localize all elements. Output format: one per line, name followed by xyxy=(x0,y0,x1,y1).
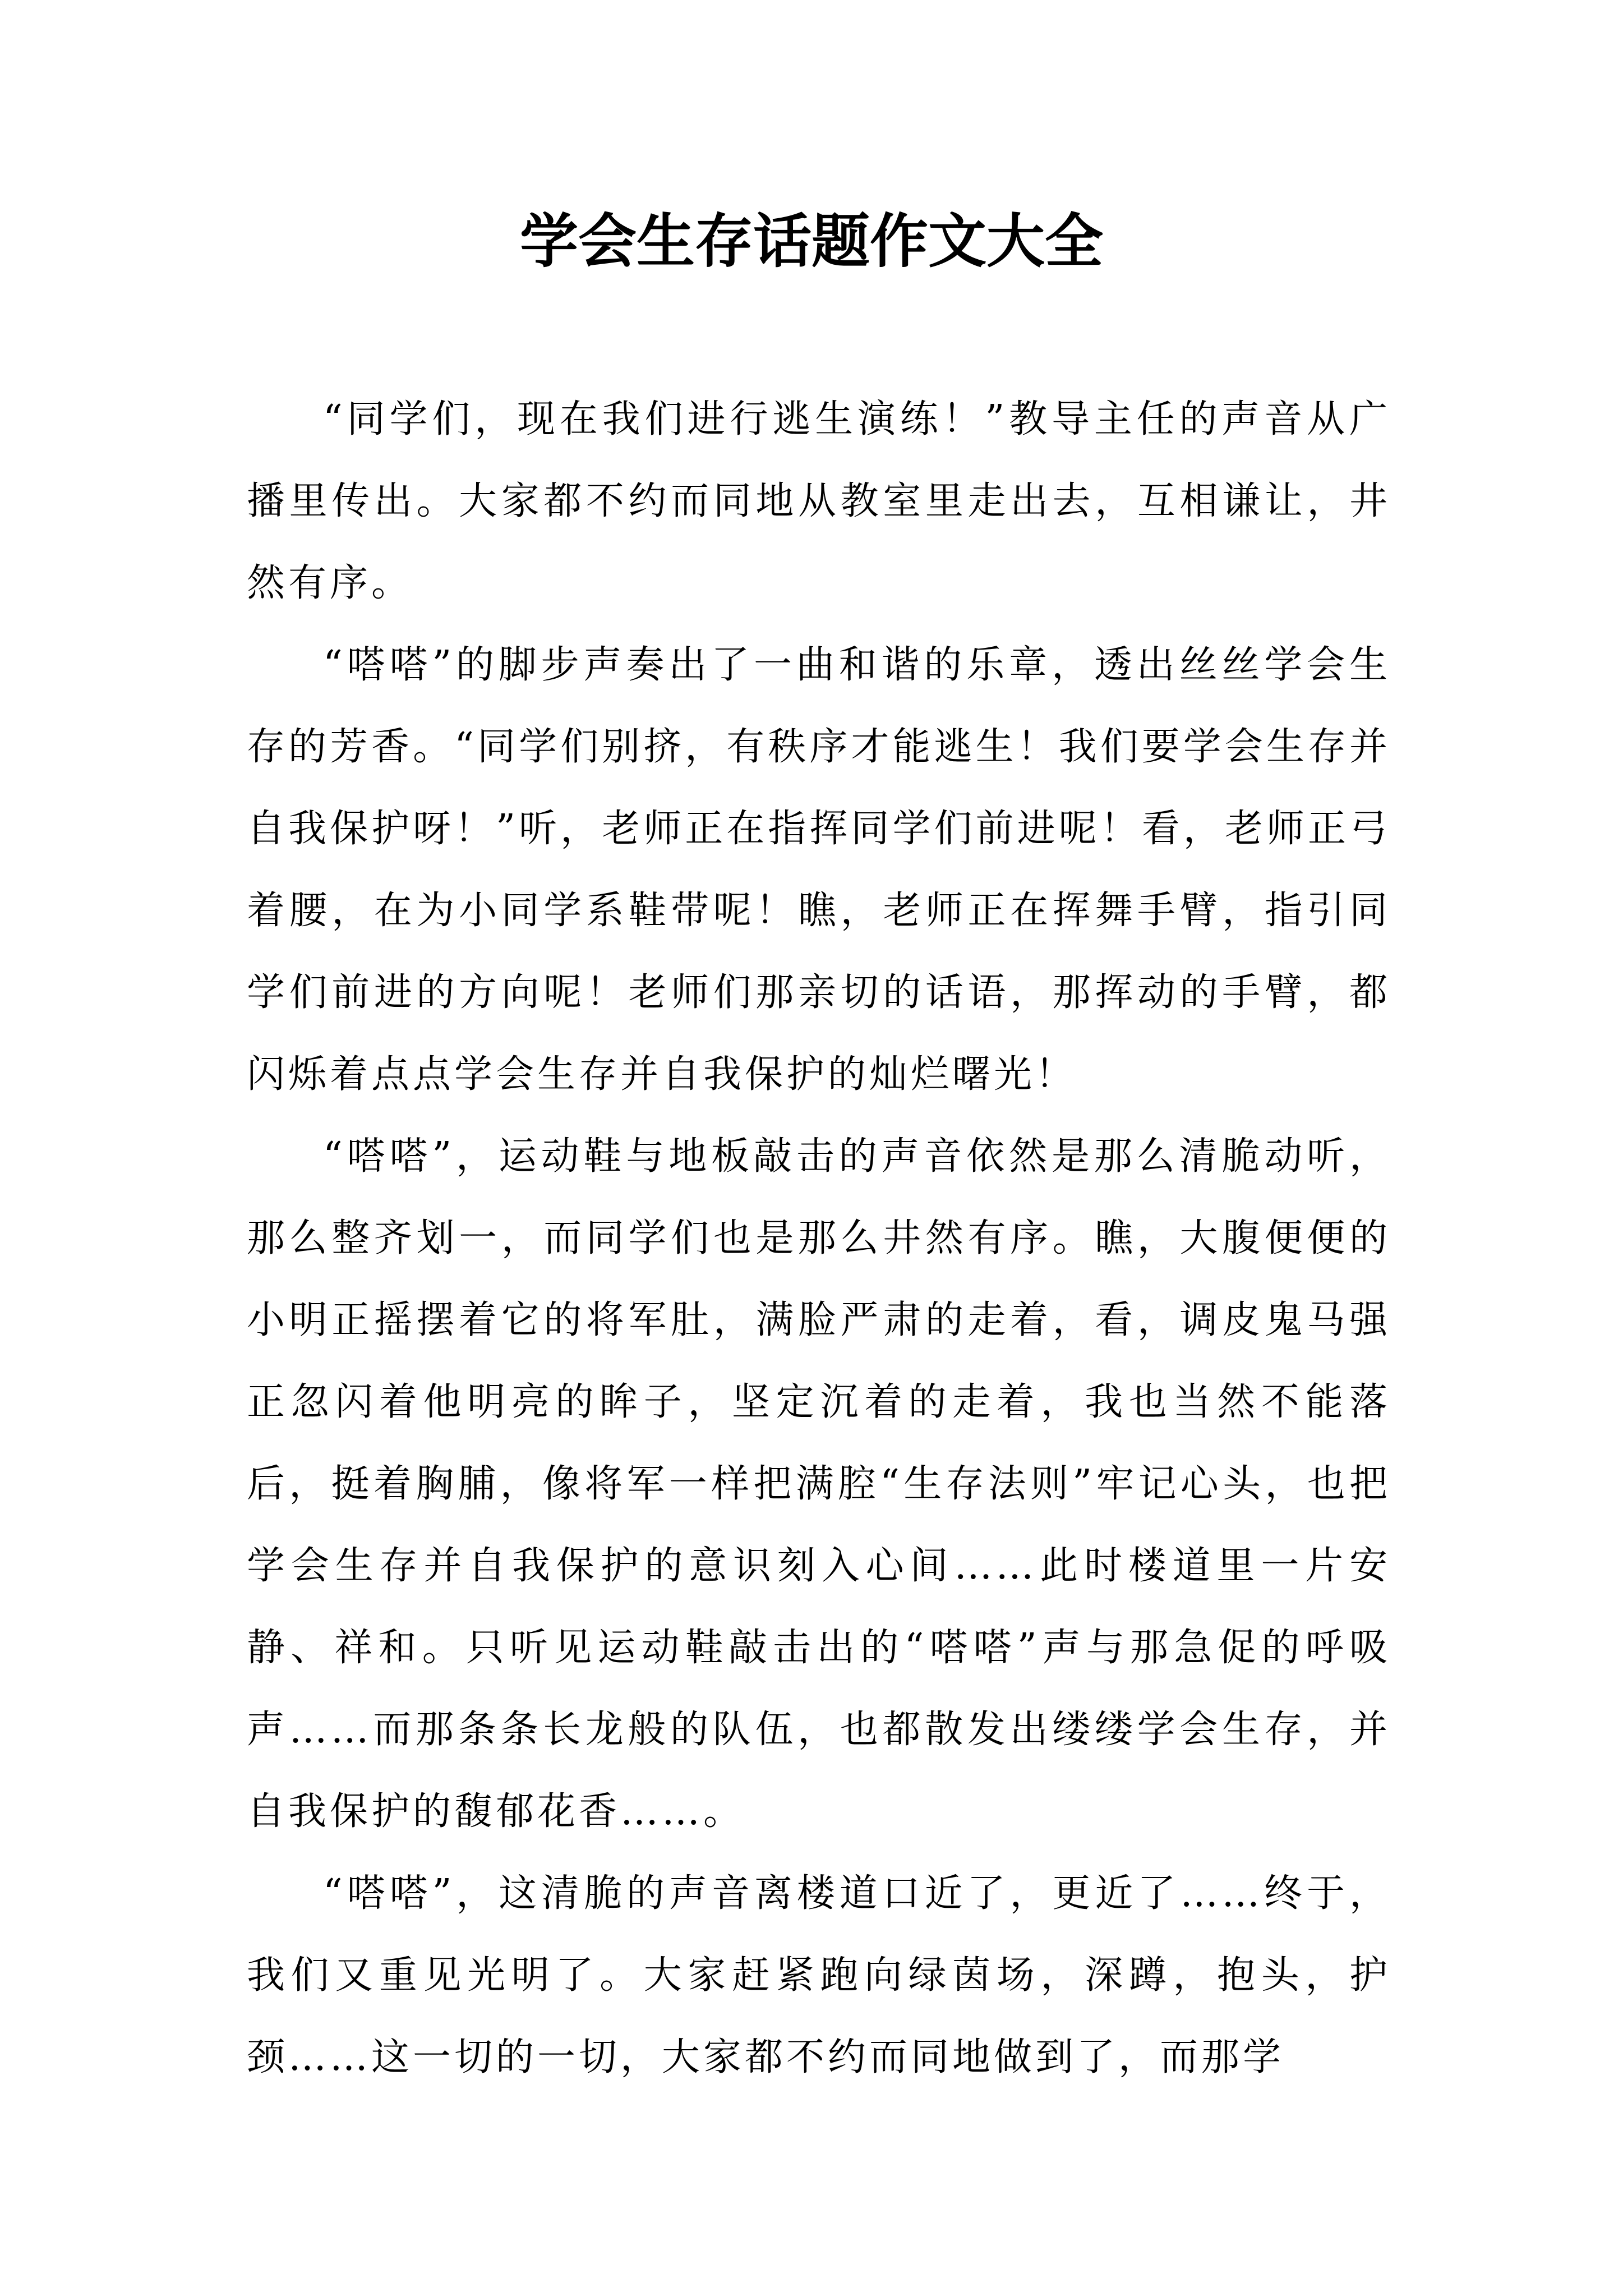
paragraph-3: “嗒嗒”，运动鞋与地板敲击的声音依然是那么清脆动听，那么整齐划一，而同学们也是那么井然有序。瞧，大腹便便的小明正摇摆着它的将军肚，满脸严肃的走着，看，调皮鬼马强正忽闪着他明亮的眸子，坚定沉着的走着，我也当然不能落后，挺着胸脯，像将军一样把满腔“生存法则”牢记心头，也把学会生存并自我保护的意识刻入心间……此时楼道里一片安静、祥和。只听见运动鞋敲击出的“嗒嗒”声与那急促的呼吸声……而那条条长龙般的队伍，也都散发出缕缕学会生存，并自我保护的馥郁花香……。 xyxy=(247,1134,1391,1834)
paragraph-2: “嗒嗒”的脚步声奏出了一曲和谐的乐章，透出丝丝学会生存的芳香。“同学们别挤，有秩序才能逃生！我们要学会生存并自我保护呀！”听，老师正在指挥同学们前进呢！看，老师正弓着腰，在为小同学系鞋带呢！瞧，老师正在挥舞手臂，指引同学们前进的方向呢！老师们那亲切的话语，那挥动的手臂，都闪烁着点点学会生存并自我保护的灿烂曙光！ xyxy=(247,643,1391,1097)
paragraph-1: “同学们，现在我们进行逃生演练！”教导主任的声音从广播里传出。大家都不约而同地从教室里走出去，互相谦让，井然有序。 xyxy=(247,397,1391,605)
paragraph-4: “嗒嗒”，这清脆的声音离楼道口近了，更近了……终于，我们又重见光明了。大家赶紧跑向绿茵场，深蹲，抱头，护颈……这一切的一切，大家都不约而同地做到了，而那学 xyxy=(247,1871,1391,2079)
document-title: 学会生存话题作文大全 xyxy=(519,206,1103,275)
document-body xyxy=(247,379,1391,2099)
